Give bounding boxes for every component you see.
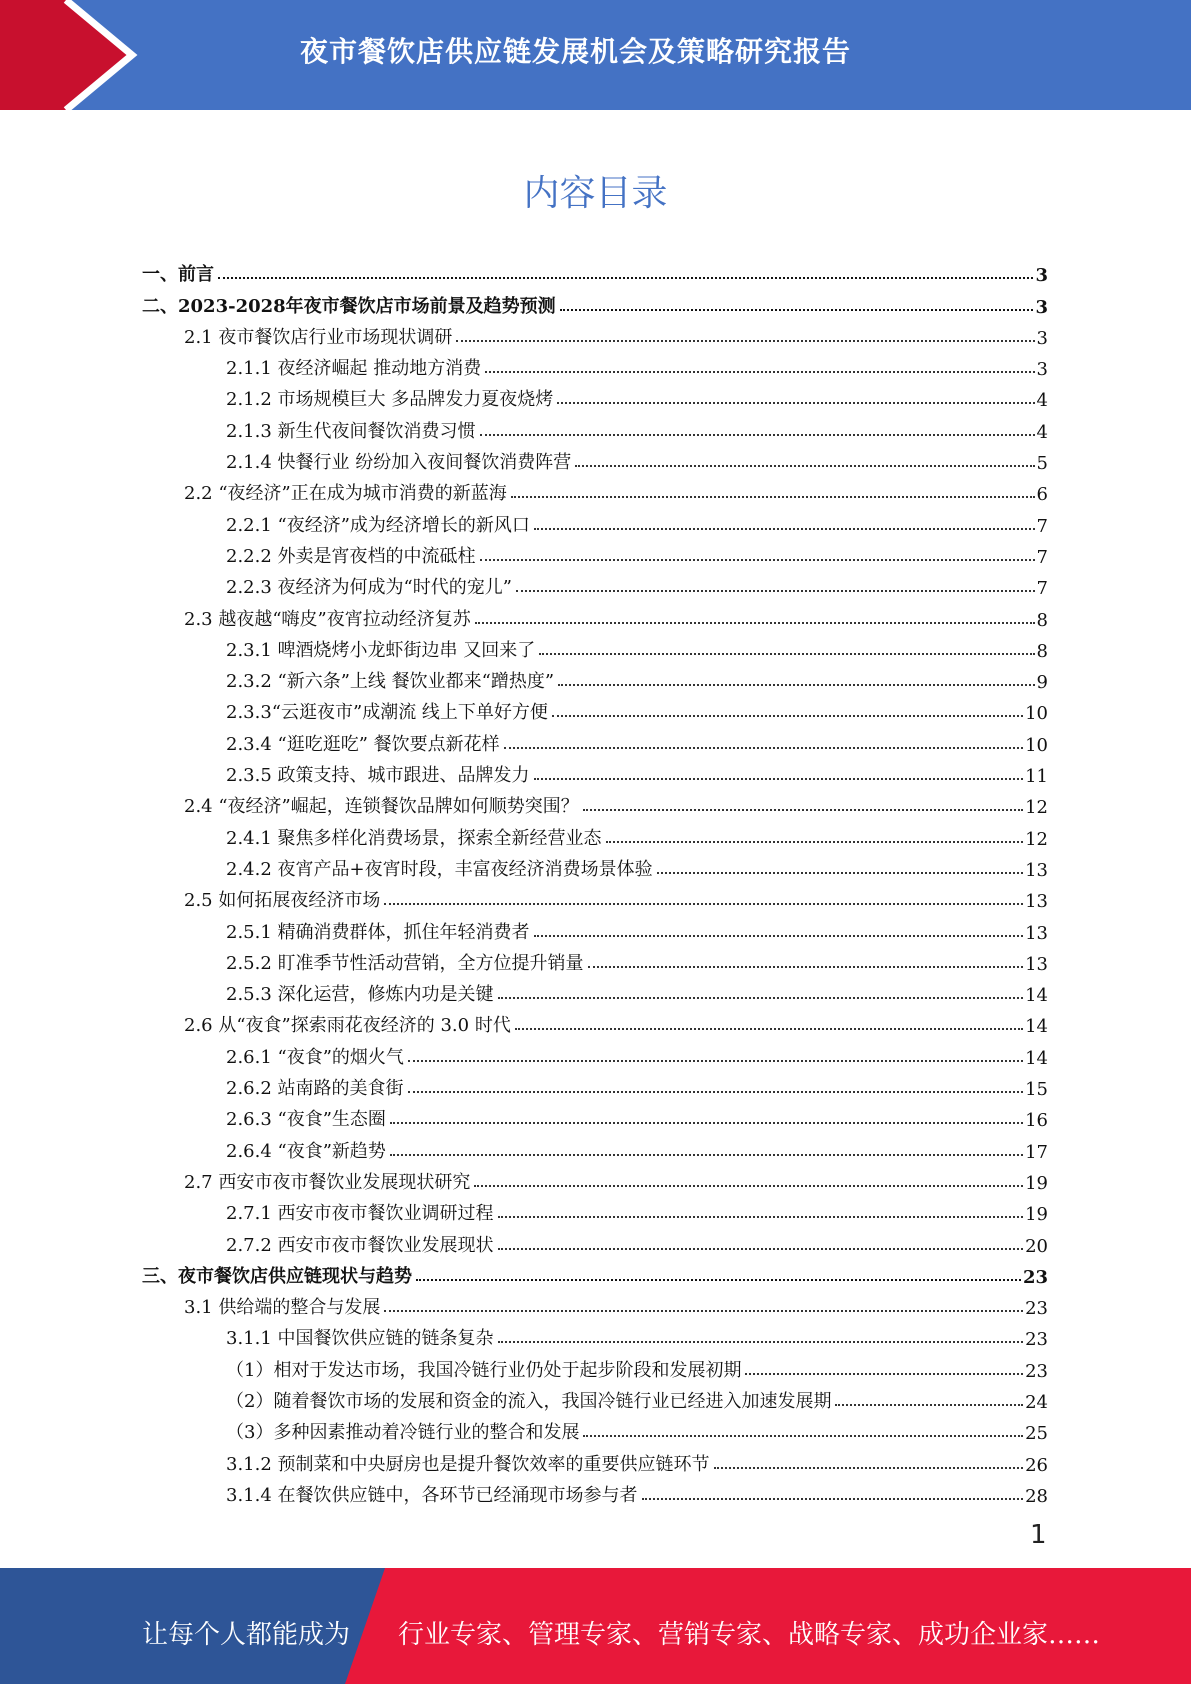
- page-number: 1: [1030, 1520, 1047, 1550]
- toc-dot-leader: [552, 715, 1023, 717]
- toc-entry-page: 10: [1025, 734, 1048, 756]
- report-title: 夜市餐饮店供应链发展机会及策略研究报告: [300, 35, 852, 68]
- toc-dot-leader: [474, 1185, 1023, 1187]
- toc-entry-page: 13: [1025, 891, 1048, 913]
- toc-entry-title: （2）随着餐饮市场的发展和资金的流入，我国冷链行业已经进入加速发展期: [226, 1390, 832, 1412]
- toc-entry[interactable]: [142, 411, 1048, 442]
- toc-dot-leader: [657, 872, 1023, 874]
- toc-entry[interactable]: [142, 1476, 1048, 1507]
- toc-dot-leader: [560, 309, 1034, 311]
- toc-dot-leader: [745, 1373, 1023, 1375]
- toc-entry[interactable]: [142, 286, 1048, 317]
- toc-entry-title: 2.4 “夜经济”崛起，连锁餐饮品牌如何顺势突围？: [184, 796, 579, 818]
- toc-entry-title: （3）多种因素推动着冷链行业的整合和发展: [226, 1422, 580, 1444]
- toc-dot-leader: [498, 1341, 1024, 1343]
- toc-entry-page: 8: [1036, 640, 1048, 662]
- toc-dot-leader: [606, 841, 1024, 843]
- toc-entry[interactable]: [142, 1131, 1048, 1162]
- toc-dot-leader: [583, 1435, 1023, 1437]
- toc-dot-leader: [390, 1154, 1023, 1156]
- toc-entry[interactable]: [142, 1288, 1048, 1319]
- toc-entry-title: 2.1.4 快餐行业 纷纷加入夜间餐饮消费阵营: [226, 452, 572, 474]
- toc-entry-page: 6: [1036, 484, 1048, 506]
- toc-entry[interactable]: [142, 318, 1048, 349]
- toc-dot-leader: [498, 1248, 1024, 1250]
- toc-entry-page: 26: [1025, 1454, 1048, 1476]
- toc-entry-page: 7: [1036, 578, 1048, 600]
- toc-entry[interactable]: [142, 1319, 1048, 1350]
- toc-entry-page: 3: [1036, 359, 1048, 381]
- toc-entry[interactable]: [142, 537, 1048, 568]
- toc-entry[interactable]: [142, 818, 1048, 849]
- toc-entry-page: 15: [1025, 1079, 1048, 1101]
- toc-entry-title: 二、2023-2028年夜市餐饮店市场前景及趋势预测: [142, 295, 556, 317]
- toc-dot-leader: [583, 809, 1023, 811]
- toc-entry[interactable]: [142, 1225, 1048, 1256]
- report-footer: [0, 1568, 1191, 1684]
- toc-entry[interactable]: [142, 443, 1048, 474]
- toc-entry-title: 2.5.1 精确消费群体，抓住年轻消费者: [226, 921, 530, 943]
- toc-dot-leader: [384, 903, 1023, 905]
- toc-entry-title: 2.6.3 “夜食”生态圈: [226, 1109, 386, 1131]
- toc-dot-leader: [588, 966, 1024, 968]
- toc-entry[interactable]: [142, 631, 1048, 662]
- toc-entry[interactable]: [142, 1257, 1048, 1288]
- toc-entry-title: 2.7.1 西安市夜市餐饮业调研过程: [226, 1203, 494, 1225]
- toc-entry-title: 2.2 “夜经济”正在成为城市消费的新蓝海: [184, 483, 507, 505]
- toc-dot-leader: [384, 1310, 1023, 1312]
- toc-entry-page: 5: [1036, 453, 1048, 475]
- toc-entry-title: 2.4.1 聚焦多样化消费场景，探索全新经营业态: [226, 827, 602, 849]
- toc-entry-page: 13: [1025, 859, 1048, 881]
- toc-dot-leader: [558, 684, 1034, 686]
- toc-entry-page: 23: [1022, 1266, 1048, 1288]
- toc-entry-title: 2.5.2 盯准季节性活动营销，全方位提升销量: [226, 952, 584, 974]
- toc-entry[interactable]: [142, 568, 1048, 599]
- toc-dot-leader: [642, 1498, 1024, 1500]
- toc-dot-leader: [408, 1060, 1023, 1062]
- toc-entry[interactable]: [142, 850, 1048, 881]
- toc-entry[interactable]: [142, 662, 1048, 693]
- toc-entry-page: 7: [1036, 515, 1048, 537]
- toc-entry-title: 2.2.1 “夜经济”成为经济增长的新风口: [226, 514, 530, 536]
- toc-dot-leader: [498, 1216, 1024, 1218]
- report-header: [0, 0, 1191, 110]
- toc-entry[interactable]: [142, 1194, 1048, 1225]
- toc-entry[interactable]: [142, 693, 1048, 724]
- toc-entry[interactable]: [142, 474, 1048, 505]
- toc-entry-page: 3: [1036, 327, 1048, 349]
- toc-entry-page: 25: [1025, 1423, 1048, 1445]
- toc-dot-leader: [218, 277, 1033, 279]
- footer-slogan-left: 让每个人都能成为: [142, 1620, 351, 1650]
- toc-entry-page: 28: [1025, 1485, 1048, 1507]
- toc-entry-title: 2.4.2 夜宵产品+夜宵时段，丰富夜经济消费场景体验: [226, 858, 653, 880]
- toc-entry-page: 24: [1025, 1391, 1048, 1413]
- toc-entry[interactable]: [142, 255, 1048, 286]
- toc-entry[interactable]: [142, 1382, 1048, 1413]
- toc-entry-title: （1）相对于发达市场，我国冷链行业仍处于起步阶段和发展初期: [226, 1359, 742, 1381]
- toc-entry-title: 2.3 越夜越“嗨皮”夜宵拉动经济复苏: [184, 608, 471, 630]
- toc-entry-page: 4: [1036, 421, 1048, 443]
- toc-entry-title: 2.3.2 “新六条”上线 餐饮业都来“蹭热度”: [226, 671, 555, 693]
- toc-entry-page: 13: [1025, 953, 1048, 975]
- toc-entry[interactable]: [142, 881, 1048, 912]
- toc-entry-page: 13: [1025, 922, 1048, 944]
- toc-dot-leader: [539, 653, 1034, 655]
- toc-entry[interactable]: [142, 1350, 1048, 1381]
- toc-entry-title: 2.6 从“夜食”探索雨花夜经济的 3.0 时代: [184, 1015, 511, 1037]
- toc-dot-leader: [480, 434, 1035, 436]
- toc-dot-leader: [480, 559, 1035, 561]
- toc-dot-leader: [504, 747, 1023, 749]
- toc-entry[interactable]: [142, 912, 1048, 943]
- toc-entry[interactable]: [142, 1444, 1048, 1475]
- toc-dot-leader: [575, 465, 1034, 467]
- toc-entry-title: 2.1 夜市餐饮店行业市场现状调研: [184, 326, 453, 348]
- toc-dot-leader: [408, 1091, 1024, 1093]
- toc-entry-title: 2.3.5 政策支持、城市跟进、品牌发力: [226, 765, 530, 787]
- toc-entry-title: 2.5.3 深化运营，修炼内功是关键: [226, 984, 494, 1006]
- toc-entry-page: 23: [1025, 1298, 1048, 1320]
- toc-entry-page: 20: [1025, 1235, 1048, 1257]
- toc-entry-title: 2.3.1 啤酒烧烤小龙虾街边串 又回来了: [226, 639, 536, 661]
- toc-entry-page: 3: [1035, 296, 1048, 318]
- toc-entry-page: 14: [1025, 1047, 1048, 1069]
- toc-entry-title: 一、前言: [142, 264, 214, 286]
- toc-entry[interactable]: [142, 787, 1048, 818]
- toc-dot-leader: [714, 1467, 1024, 1469]
- toc-dot-leader: [534, 778, 1024, 780]
- toc-entry-page: 11: [1025, 766, 1048, 788]
- toc-dot-leader: [534, 528, 1035, 530]
- toc-dot-leader: [557, 402, 1034, 404]
- toc-dot-leader: [515, 1028, 1023, 1030]
- toc-entry-title: 三、夜市餐饮店供应链现状与趋势: [142, 1265, 412, 1287]
- toc-entry[interactable]: [142, 1413, 1048, 1444]
- toc-entry-title: 2.6.2 站南路的美食街: [226, 1078, 404, 1100]
- toc-entry[interactable]: [142, 724, 1048, 755]
- toc-entry[interactable]: [142, 756, 1048, 787]
- toc-dot-leader: [456, 340, 1034, 342]
- toc-entry-page: 19: [1025, 1172, 1048, 1194]
- toc-dot-leader: [498, 997, 1024, 999]
- toc-entry-page: 3: [1035, 265, 1048, 287]
- toc-entry-page: 8: [1036, 609, 1048, 631]
- toc-entry[interactable]: [142, 1006, 1048, 1037]
- toc-entry-title: 2.7 西安市夜市餐饮业发展现状研究: [184, 1171, 471, 1193]
- toc-entry-title: 2.1.1 夜经济崛起 推动地方消费: [226, 358, 482, 380]
- toc-entry-page: 23: [1025, 1329, 1048, 1351]
- toc-dot-leader: [516, 590, 1035, 592]
- toc-heading: 内容目录: [523, 173, 668, 214]
- toc-entry[interactable]: [142, 1100, 1048, 1131]
- toc-entry-page: 9: [1036, 672, 1048, 694]
- toc-entry-title: 2.3.3“云逛夜市”成潮流 线上下单好方便: [226, 702, 548, 724]
- toc-entry-title: 3.1.1 中国餐饮供应链的链条复杂: [226, 1328, 494, 1350]
- toc-dot-leader: [835, 1404, 1023, 1406]
- toc-entry[interactable]: [142, 975, 1048, 1006]
- toc-entry-page: 17: [1025, 1141, 1048, 1163]
- toc-entry[interactable]: [142, 599, 1048, 630]
- toc-entry-page: 10: [1025, 703, 1048, 725]
- toc-entry-title: 3.1 供给端的整合与发展: [184, 1297, 381, 1319]
- toc-entry[interactable]: [142, 505, 1048, 536]
- toc-entry-page: 23: [1025, 1360, 1048, 1382]
- toc-entry-title: 2.5 如何拓展夜经济市场: [184, 890, 381, 912]
- toc-dot-leader: [416, 1279, 1021, 1281]
- toc-entry-page: 14: [1025, 1016, 1048, 1038]
- toc-entry-page: 12: [1025, 828, 1048, 850]
- toc-entry-title: 2.3.4 “逛吃逛吃” 餐饮要点新花样: [226, 733, 500, 755]
- toc-entry-page: 19: [1025, 1204, 1048, 1226]
- toc-entry-title: 2.6.1 “夜食”的烟火气: [226, 1046, 404, 1068]
- toc-entry-title: 2.2.3 夜经济为何成为“时代的宠儿”: [226, 577, 512, 599]
- toc-entry[interactable]: [142, 1037, 1048, 1068]
- toc-entry-title: 2.7.2 西安市夜市餐饮业发展现状: [226, 1234, 494, 1256]
- toc-entry-title: 3.1.4 在餐饮供应链中，各环节已经涌现市场参与者: [226, 1484, 638, 1506]
- toc-entry-title: 2.1.3 新生代夜间餐饮消费习惯: [226, 420, 476, 442]
- toc-dot-leader: [485, 371, 1034, 373]
- toc-entry-page: 16: [1025, 1110, 1048, 1132]
- toc-dot-leader: [475, 622, 1035, 624]
- toc-entry-title: 2.2.2 外卖是宵夜档的中流砥柱: [226, 545, 476, 567]
- toc-entry[interactable]: [142, 944, 1048, 975]
- toc-entry-page: 7: [1036, 546, 1048, 568]
- toc-dot-leader: [534, 935, 1024, 937]
- toc-entry[interactable]: [142, 1163, 1048, 1194]
- toc-entry[interactable]: [142, 1069, 1048, 1100]
- toc-entry-title: 3.1.2 预制菜和中央厨房也是提升餐饮效率的重要供应链环节: [226, 1453, 710, 1475]
- toc-entry[interactable]: [142, 349, 1048, 380]
- footer-slogan-right: 行业专家、管理专家、营销专家、战略专家、成功企业家……: [398, 1620, 1101, 1650]
- toc-entry-page: 14: [1025, 985, 1048, 1007]
- toc-dot-leader: [511, 496, 1035, 498]
- toc-entry-title: 2.1.2 市场规模巨大 多品牌发力夏夜烧烤: [226, 389, 554, 411]
- toc-entry-title: 2.6.4 “夜食”新趋势: [226, 1140, 386, 1162]
- toc-entry[interactable]: [142, 380, 1048, 411]
- toc-entry-page: 4: [1036, 390, 1048, 412]
- toc-entry-page: 12: [1025, 797, 1048, 819]
- table-of-contents: [142, 255, 1048, 1507]
- toc-dot-leader: [390, 1122, 1023, 1124]
